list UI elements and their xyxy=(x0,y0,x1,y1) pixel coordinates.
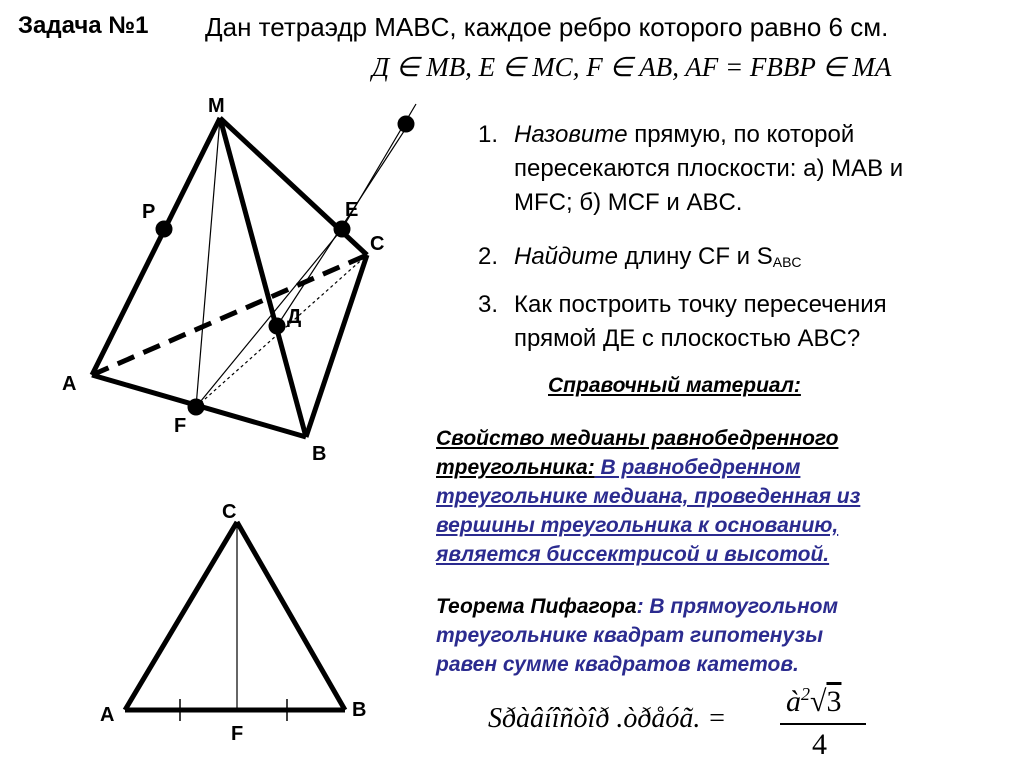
edge-MB xyxy=(220,118,306,437)
question-1-line1: прямую, по которой xyxy=(627,121,855,148)
question-2-subscript: ABC xyxy=(772,254,802,270)
point-E xyxy=(334,221,350,237)
question-2-lead: Найдите xyxy=(514,243,618,270)
tri-label-B: B xyxy=(352,699,367,721)
question-3-line1: Как построить точку пересечения xyxy=(514,291,887,318)
point-top xyxy=(398,116,414,132)
numerator-a: à xyxy=(786,685,801,718)
label-F: F xyxy=(174,415,187,437)
label-E: E xyxy=(345,199,359,221)
area-formula-denominator: 4 xyxy=(812,728,827,761)
label-A: A xyxy=(62,373,77,395)
label-D: Д xyxy=(287,306,302,328)
median-def-line4: является биссектрисой и высотой. xyxy=(436,543,830,566)
question-1-line3: MFC; б) MCF и ABC. xyxy=(514,189,743,216)
question-1-line2: пересекаются плоскости: а) MAB и xyxy=(514,155,904,182)
pythagoras-def-line2: треугольнике квадрат гипотенузы xyxy=(436,624,824,647)
reference-title: Справочный материал: xyxy=(548,374,801,397)
question-3-line2: прямой ДЕ с плоскостью ABC? xyxy=(514,325,861,352)
area-formula-name: Sðàâíîñòîð .òðåóã. = xyxy=(488,703,727,734)
point-D xyxy=(269,318,285,334)
sqrt-sign: √ xyxy=(810,685,827,718)
label-B: B xyxy=(312,443,327,465)
median-def-line1: В равнобедренном xyxy=(594,456,801,479)
task-number: Задача №1 xyxy=(18,12,149,39)
median-def-line3: вершины треугольника к основанию, xyxy=(436,514,839,537)
point-P xyxy=(156,221,172,237)
tetrahedron-figure xyxy=(92,104,416,437)
question-2-text: длину CF и S xyxy=(617,243,773,270)
side-CB xyxy=(237,522,345,710)
median-def-line2: треугольнике медиана, проведенная из xyxy=(436,485,861,508)
pythagoras-def-line1: : В прямоугольном xyxy=(636,595,839,618)
label-C: C xyxy=(370,233,385,255)
condition-formula: Д ∈ MB, E ∈ MC, F ∈ AB, AF = FBBP ∈ MA xyxy=(372,52,892,82)
edge-AC-hidden xyxy=(92,255,367,375)
tetrahedron-labels xyxy=(62,95,384,465)
line-FE xyxy=(196,229,342,407)
tri-label-F: F xyxy=(231,723,244,745)
point-F xyxy=(188,399,204,415)
question-3-number: 3. xyxy=(478,291,499,318)
numerator-root: 3 xyxy=(826,685,842,718)
tri-label-C: C xyxy=(222,501,237,523)
side-CA xyxy=(125,522,237,710)
edge-MA xyxy=(92,118,220,375)
label-M: M xyxy=(208,95,225,117)
label-P: P xyxy=(142,201,156,223)
task-statement: Дан тетраэдр MABC, каждое ребро которого равно 6 см. xyxy=(205,12,889,42)
numerator-exponent: 2 xyxy=(801,684,810,704)
question-1-number: 1. xyxy=(478,121,499,148)
pythagoras-def-line3: равен сумме квадратов катетов. xyxy=(436,653,799,676)
median-term-line2: треугольника: xyxy=(436,456,595,479)
pythagoras-term: Теорема Пифагора xyxy=(436,595,637,618)
median-term-line1: Свойство медианы равнобедренного xyxy=(436,427,839,450)
question-2-number: 2. xyxy=(478,243,499,270)
question-1-lead: Назовите xyxy=(514,121,628,148)
triangle-figure xyxy=(125,522,345,721)
tri-label-A: A xyxy=(100,704,115,726)
